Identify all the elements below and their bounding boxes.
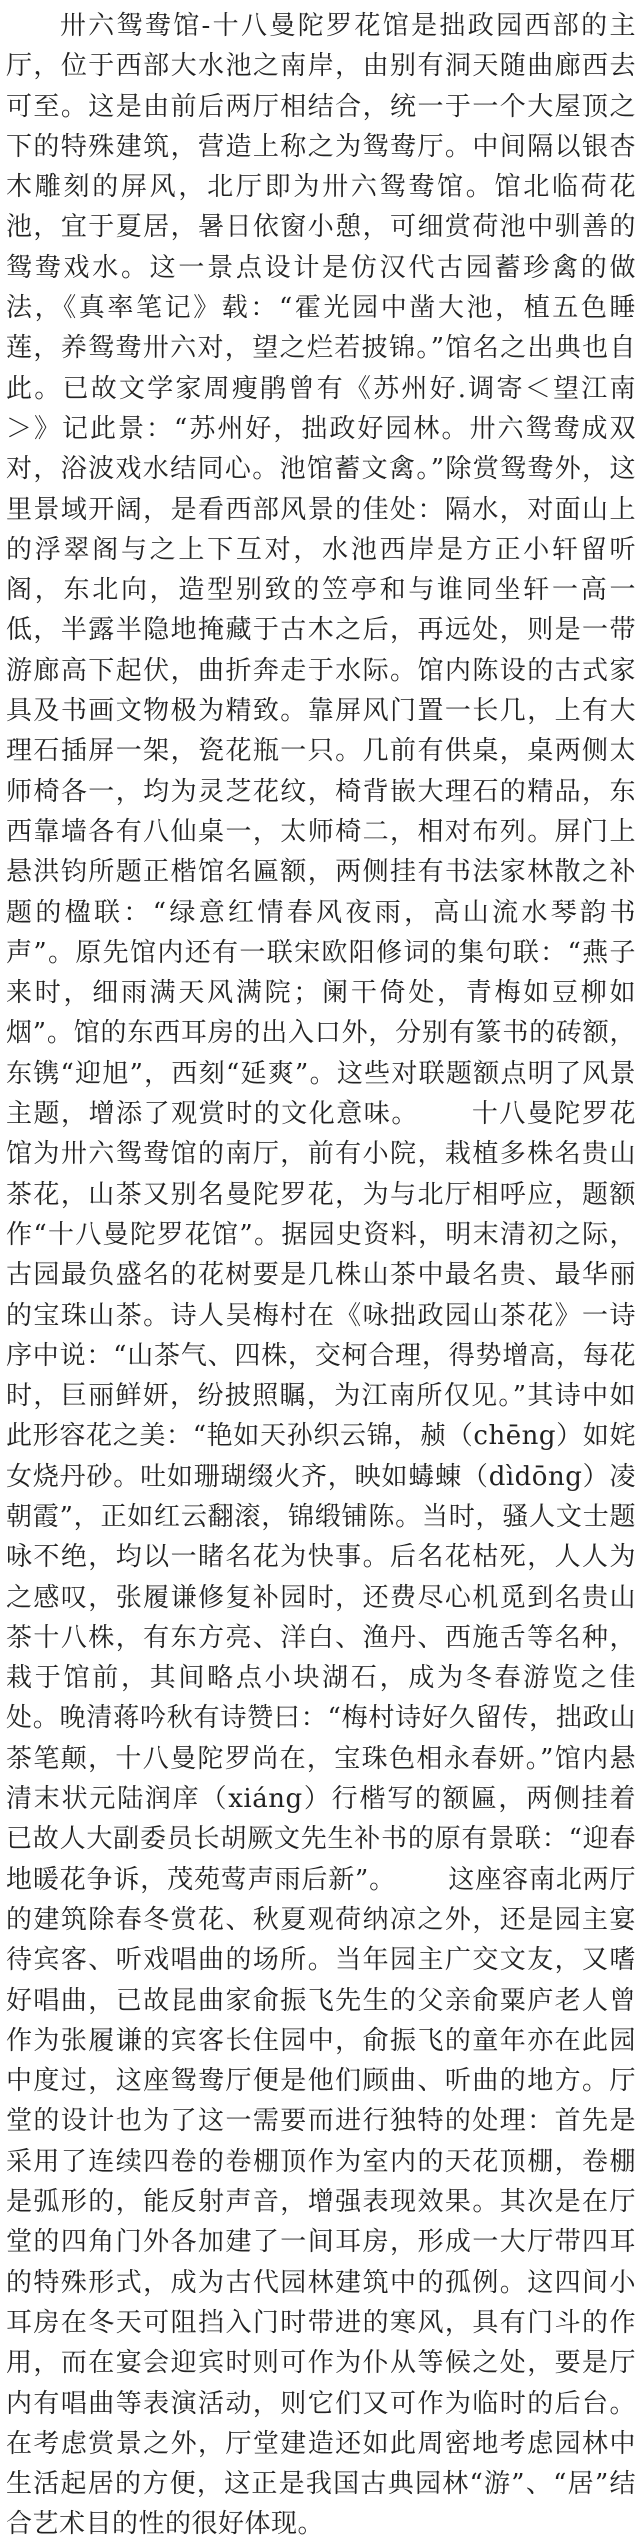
article-body — [6, 6, 636, 2545]
paragraph-2: 十八曼陀罗花馆为卅六鸳鸯馆的南厅，前有小院，栽植多株名贵山茶花，山茶又别名曼陀罗花，为与北厅相呼应，题额作“十八曼陀罗花馆”。据园史资料，明末清初之际，古园最负盛名的花树要是几株山茶中最名贵、最华丽的宝珠山茶。诗人吴梅村在《咏拙政园山茶花》一诗序中说：“山茶气、四株，交柯合理，得势增高，每花时，巨丽鲜妍，纷披照瞩，为江南所仅见。”其诗中如此形容花之美：“艳如天孙织云锦，赪（chēng）如姹女烧丹砂。吐如珊瑚缀火齐，映如蝳蝀（dìdōng）凌朝霞”，正如红云翻滚，锦缎铺陈。当时，骚人文士题咏不绝，均以一睹名花为快事。后名花枯死，人人为之感叹，张履谦修复补园时，还费尽心机觅到名贵山茶十八株，有东方亮、洋白、渔丹、西施舌等名种，栽于馆前，其间略点小块湖石，成为冬春游览之佳处。晚清蒋吟秋有诗赞曰：“梅村诗好久留传，拙政山茶笔颠，十八曼陀罗尚在，宝珠色相永春妍。”馆内悬清末状元陆润庠（xiáng）行楷写的额匾，两侧挂着已故人大副委员长胡厥文先生补书的原有景联：“迎春地暖花争诉，茂苑莺声雨后新”。 — [6, 1099, 636, 1895]
paragraph-1: 卅六鸳鸯馆-十八曼陀罗花馆是拙政园西部的主厅，位于西部大水池之南岸，由别有洞天随曲廊西去可至。这是由前后两厅相结合，统一于一个大屋顶之下的特殊建筑，营造上称之为鸳鸯厅。中间隔以银杏木雕刻的屏风，北厅即为卅六鸳鸯馆。馆北临荷花池，宜于夏居，暑日依窗小憩，可细赏荷池中驯善的鸳鸯戏水。这一景点设计是仿汉代古园蓄珍禽的做法，《真率笔记》载：“霍光园中凿大池，植五色睡莲，养鸳鸯卅六对，望之烂若披锦。”馆名之出典也自此。已故文学家周瘦鹃曾有《苏州好.调寄＜望江南＞》记此景：“苏州好，拙政好园林。卅六鸳鸯成双对，浴波戏水结同心。池馆蓄文禽。”除赏鸳鸯外，这里景域开阔，是看西部风景的佳处：隔水，对面山上的浮翠阁与之上下互对，水池西岸是方正小轩留听阁，东北向，造型别致的笠亭和与谁同坐轩一高一低，半露半隐地掩藏于古木之后，再远处，则是一带游廊高下起伏，曲折奔走于水际。馆内陈设的古式家具及书画文物极为精致。靠屏风门置一长几，上有大理石插屏一架，瓷花瓶一只。几前有供桌，桌两侧太师椅各一，均为灵芝花纹，椅背嵌大理石的精品，东西靠墙各有八仙桌一，太师椅二，相对布列。屏门上悬洪钧所题正楷馆名匾额，两侧挂有书法家林散之补题的楹联：“绿意红情春风夜雨，高山流水琴韵书声”。原先馆内还有一联宋欧阳修词的集句联：“燕子来时，细雨满天风满院；阑干倚处，青梅如豆柳如烟”。馆的东西耳房的出入口外，分别有篆书的砖额，东镌“迎旭”，西刻“延爽”。这些对联题额点明了风景主题，增添了观赏时的文化意味。 — [6, 11, 636, 1130]
paragraph-3: 这座容南北两厅的建筑除春冬赏花、秋夏观荷纳凉之外，还是园主宴待宾客、听戏唱曲的场所。当年园主广交文友，又嗜好唱曲，已故昆曲家俞振飞先生的父亲俞粟庐老人曾作为张履谦的宾客长住园中，俞振飞的童年亦在此园中度过，这座鸳鸯厅便是他们顾曲、听曲的地方。厅堂的设计也为了这一需要而进行独特的处理：首先是采用了连续四卷的卷棚顶作为室内的天花顶棚，卷棚是弧形的，能反射声音，增强表现效果。其次是在厅堂的四角门外各加建了一间耳房，形成一大厅带四耳的特殊形式，成为古代园林建筑中的孤例。这四间小耳房在冬天可阻挡入门时带进的寒风，具有门斗的作用，而在宴会迎宾时则可作为仆从等候之处，要是厅内有唱曲等表演活动，则它们又可作为临时的后台。在考虑赏景之外，厅堂建造还如此周密地考虑园林中生活起居的方便，这正是我国古典园林“游”、“居”结合艺术目的性的很好体现。 — [6, 1864, 636, 2540]
